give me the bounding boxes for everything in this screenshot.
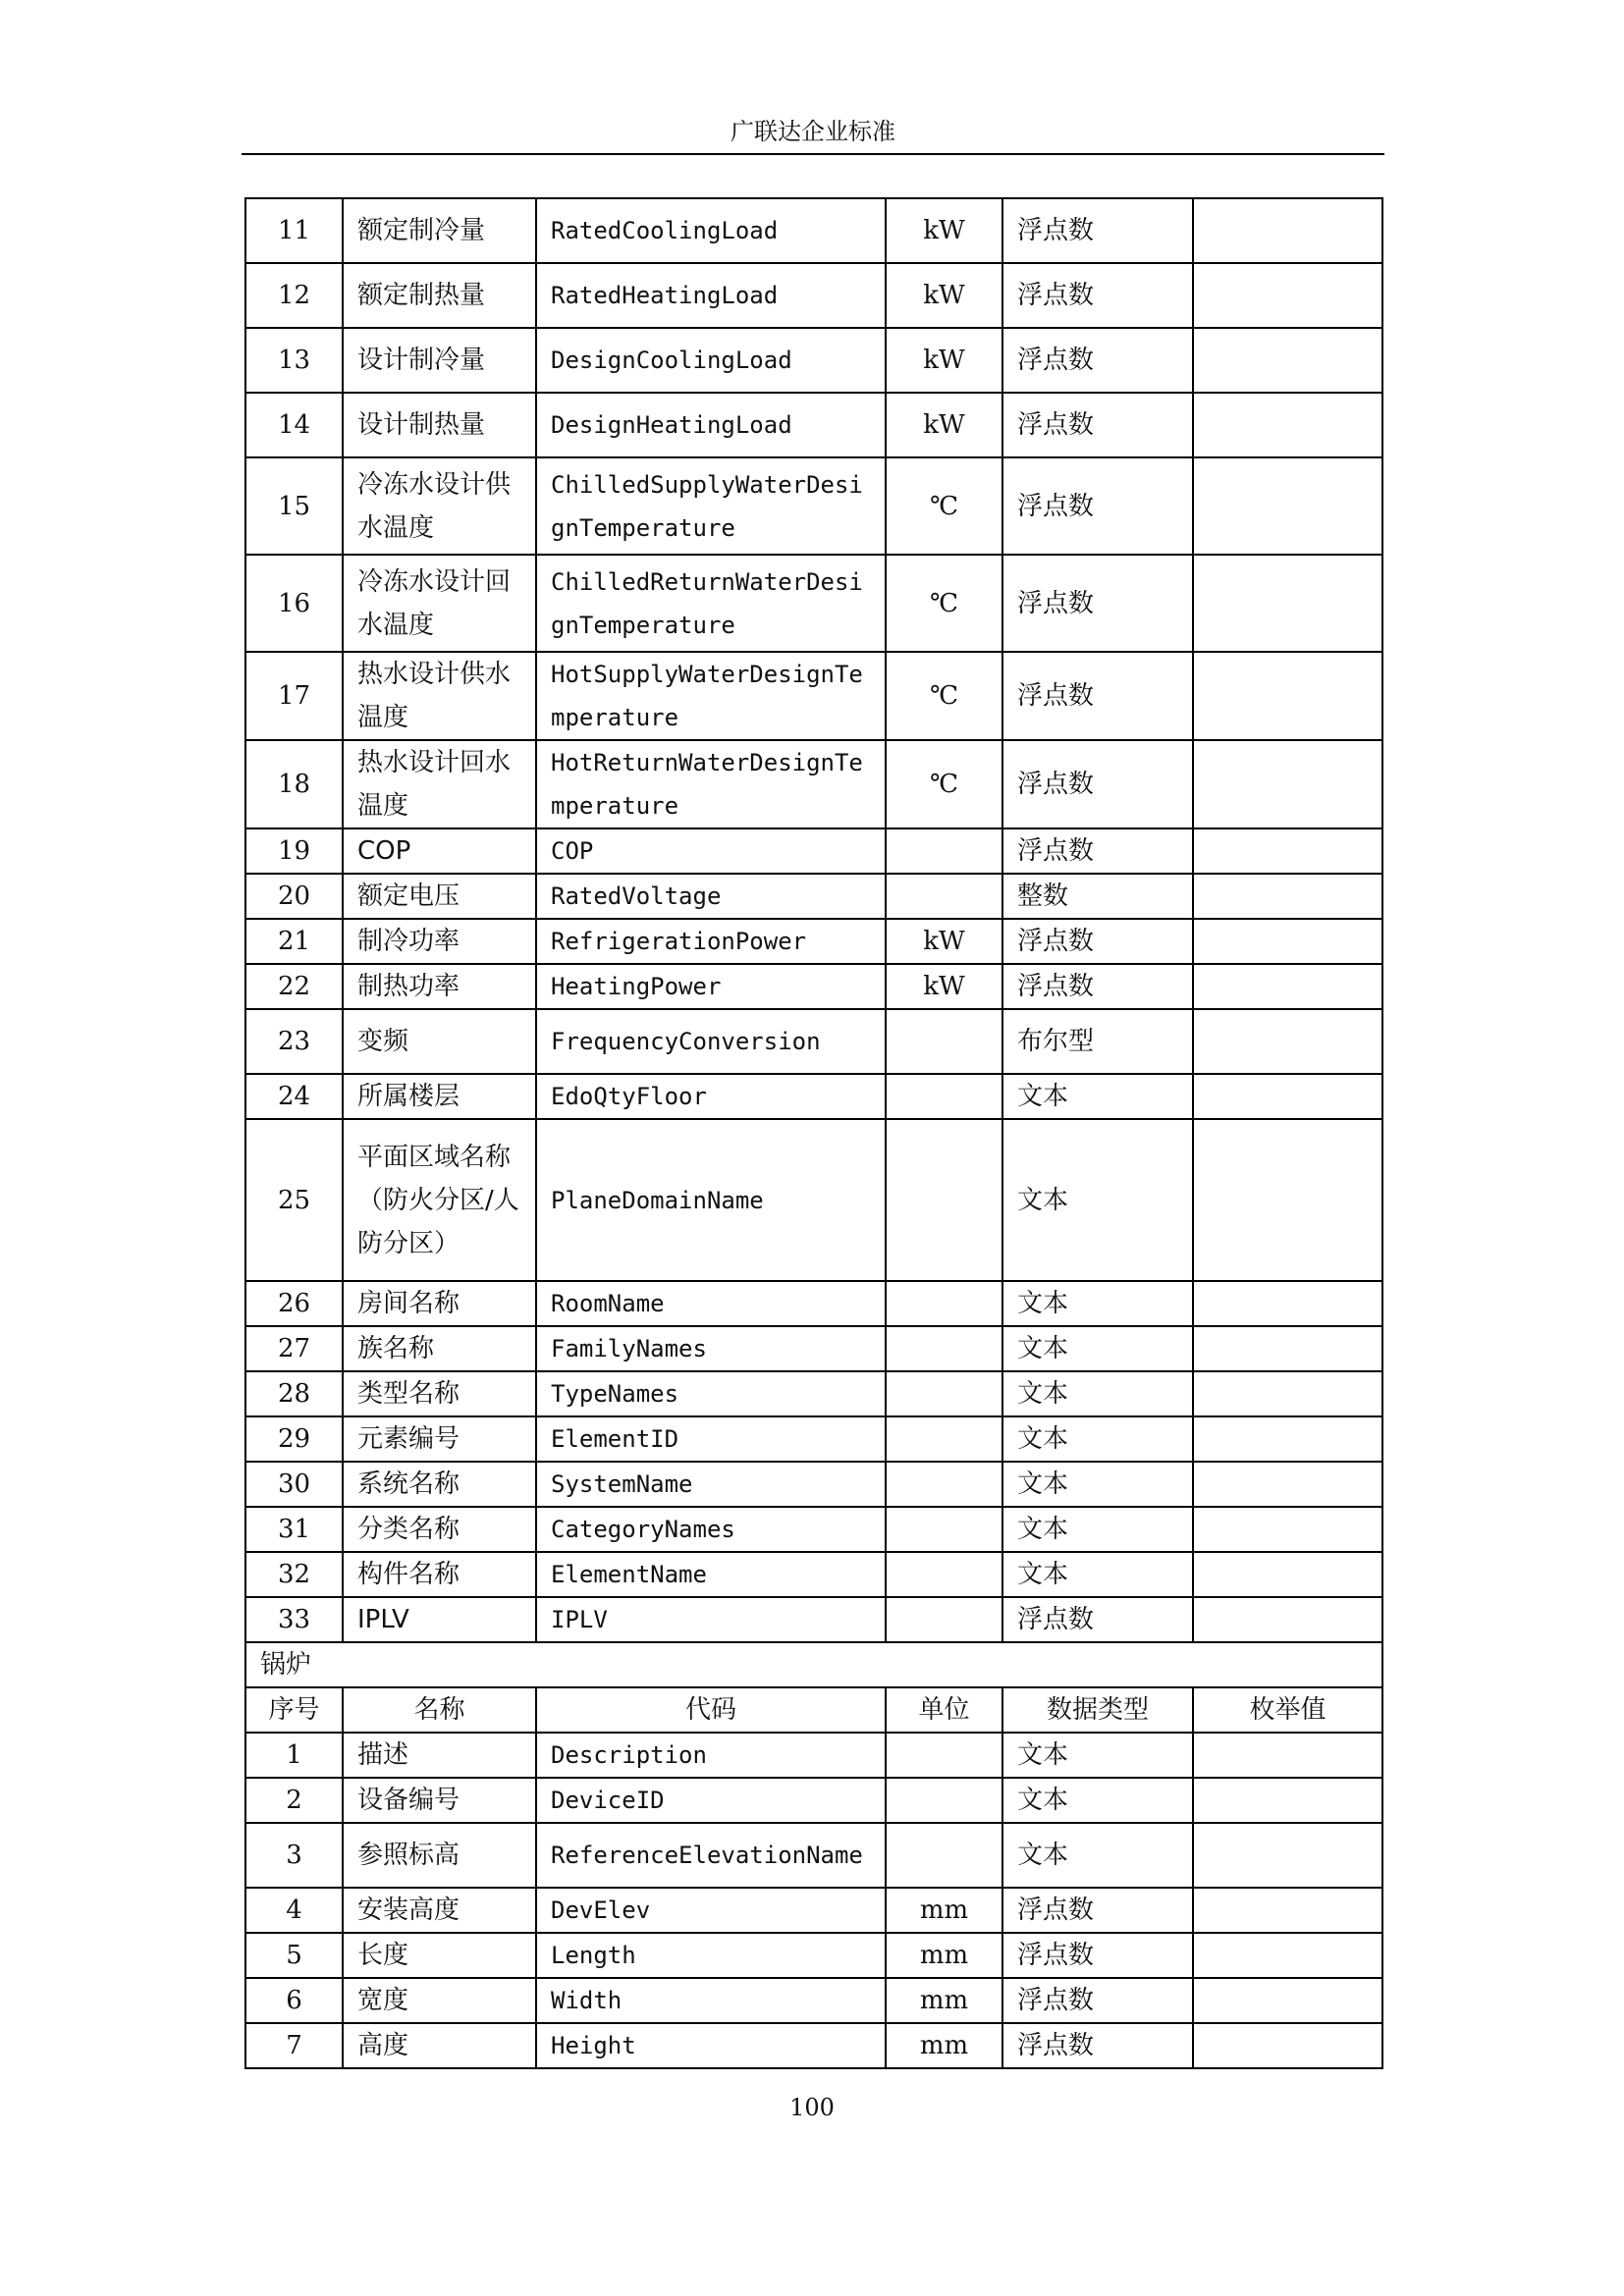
row-number: 27 xyxy=(245,1326,343,1371)
row-unit xyxy=(886,828,1002,874)
row-name: IPLV xyxy=(343,1597,536,1642)
row-data-type: 整数 xyxy=(1002,874,1193,919)
row-code: DeviceID xyxy=(536,1778,886,1823)
row-number: 23 xyxy=(245,1009,343,1074)
table-header-row xyxy=(245,1687,1382,1733)
row-number: 13 xyxy=(245,328,343,393)
row-data-type: 文本 xyxy=(1002,1326,1193,1371)
row-enum-value xyxy=(1193,919,1382,964)
row-unit: mm xyxy=(886,1933,1002,1978)
table-row xyxy=(245,328,1382,393)
row-name: 分类名称 xyxy=(343,1507,536,1552)
row-data-type: 文本 xyxy=(1002,1416,1193,1462)
row-unit xyxy=(886,1281,1002,1326)
table-row xyxy=(245,740,1382,828)
row-number: 11 xyxy=(245,198,343,263)
row-name: 设计制冷量 xyxy=(343,328,536,393)
table-row xyxy=(245,1462,1382,1507)
row-number: 6 xyxy=(245,1978,343,2023)
column-header: 单位 xyxy=(886,1687,1002,1733)
row-number: 30 xyxy=(245,1462,343,1507)
row-data-type: 文本 xyxy=(1002,1733,1193,1778)
table-row xyxy=(245,964,1382,1009)
row-data-type: 浮点数 xyxy=(1002,1888,1193,1933)
row-name: 所属楼层 xyxy=(343,1074,536,1119)
table-row xyxy=(245,1009,1382,1074)
row-name: COP xyxy=(343,828,536,874)
row-enum-value xyxy=(1193,1507,1382,1552)
row-enum-value xyxy=(1193,1281,1382,1326)
row-data-type: 浮点数 xyxy=(1002,263,1193,328)
table-row xyxy=(245,1281,1382,1326)
table-row xyxy=(245,1888,1382,1933)
row-name: 制冷功率 xyxy=(343,919,536,964)
row-code: ChilledReturnWaterDesignTemperature xyxy=(536,555,886,652)
row-enum-value xyxy=(1193,263,1382,328)
row-number: 19 xyxy=(245,828,343,874)
row-number: 5 xyxy=(245,1933,343,1978)
row-enum-value xyxy=(1193,1778,1382,1823)
row-number: 14 xyxy=(245,393,343,457)
row-unit: ℃ xyxy=(886,457,1002,555)
row-name: 设计制热量 xyxy=(343,393,536,457)
row-name: 房间名称 xyxy=(343,1281,536,1326)
row-unit: ℃ xyxy=(886,652,1002,740)
row-code: DesignCoolingLoad xyxy=(536,328,886,393)
row-number: 26 xyxy=(245,1281,343,1326)
row-unit xyxy=(886,1119,1002,1281)
row-unit: kW xyxy=(886,198,1002,263)
row-enum-value xyxy=(1193,1462,1382,1507)
table-row xyxy=(245,457,1382,555)
row-enum-value xyxy=(1193,1119,1382,1281)
row-number: 24 xyxy=(245,1074,343,1119)
row-unit: kW xyxy=(886,328,1002,393)
table-row xyxy=(245,2023,1382,2068)
row-enum-value xyxy=(1193,1371,1382,1416)
row-name: 冷冻水设计供水温度 xyxy=(343,457,536,555)
row-unit xyxy=(886,1009,1002,1074)
column-header: 枚举值 xyxy=(1193,1687,1382,1733)
row-unit xyxy=(886,874,1002,919)
page-number: 100 xyxy=(789,2094,835,2121)
header-title: 广联达企业标准 xyxy=(731,118,895,145)
row-data-type: 浮点数 xyxy=(1002,1933,1193,1978)
row-enum-value xyxy=(1193,964,1382,1009)
row-number: 3 xyxy=(245,1823,343,1888)
row-number: 32 xyxy=(245,1552,343,1597)
row-enum-value xyxy=(1193,652,1382,740)
row-number: 15 xyxy=(245,457,343,555)
table-row xyxy=(245,652,1382,740)
row-name: 系统名称 xyxy=(343,1462,536,1507)
row-number: 25 xyxy=(245,1119,343,1281)
row-code: CategoryNames xyxy=(536,1507,886,1552)
row-name: 热水设计回水温度 xyxy=(343,740,536,828)
row-data-type: 文本 xyxy=(1002,1507,1193,1552)
row-name: 制热功率 xyxy=(343,964,536,1009)
column-header: 名称 xyxy=(343,1687,536,1733)
row-enum-value xyxy=(1193,2023,1382,2068)
row-enum-value xyxy=(1193,740,1382,828)
row-unit: kW xyxy=(886,919,1002,964)
row-code: IPLV xyxy=(536,1597,886,1642)
row-code: Height xyxy=(536,2023,886,2068)
row-data-type: 浮点数 xyxy=(1002,828,1193,874)
row-code: RatedCoolingLoad xyxy=(536,198,886,263)
row-name: 额定电压 xyxy=(343,874,536,919)
row-data-type: 浮点数 xyxy=(1002,328,1193,393)
row-code: COP xyxy=(536,828,886,874)
row-code: FrequencyConversion xyxy=(536,1009,886,1074)
table-row xyxy=(245,1371,1382,1416)
row-number: 29 xyxy=(245,1416,343,1462)
row-code: RoomName xyxy=(536,1281,886,1326)
row-name: 高度 xyxy=(343,2023,536,2068)
row-code: RatedHeatingLoad xyxy=(536,263,886,328)
row-enum-value xyxy=(1193,1416,1382,1462)
table-row xyxy=(245,1119,1382,1281)
table-row xyxy=(245,919,1382,964)
table-row xyxy=(245,1778,1382,1823)
row-number: 28 xyxy=(245,1371,343,1416)
row-code: Length xyxy=(536,1933,886,1978)
row-data-type: 文本 xyxy=(1002,1462,1193,1507)
row-data-type: 文本 xyxy=(1002,1074,1193,1119)
row-code: PlaneDomainName xyxy=(536,1119,886,1281)
row-enum-value xyxy=(1193,1733,1382,1778)
table-row xyxy=(245,1416,1382,1462)
column-header: 数据类型 xyxy=(1002,1687,1193,1733)
row-enum-value xyxy=(1193,1074,1382,1119)
row-name: 描述 xyxy=(343,1733,536,1778)
row-enum-value xyxy=(1193,1009,1382,1074)
row-name: 平面区域名称（防火分区/人防分区） xyxy=(343,1119,536,1281)
table-row xyxy=(245,263,1382,328)
row-data-type: 浮点数 xyxy=(1002,740,1193,828)
row-number: 33 xyxy=(245,1597,343,1642)
row-unit: ℃ xyxy=(886,555,1002,652)
row-unit xyxy=(886,1074,1002,1119)
row-name: 安装高度 xyxy=(343,1888,536,1933)
row-number: 18 xyxy=(245,740,343,828)
table-row xyxy=(245,198,1382,263)
row-unit: ℃ xyxy=(886,740,1002,828)
row-data-type: 文本 xyxy=(1002,1552,1193,1597)
row-unit xyxy=(886,1733,1002,1778)
row-code: EdoQtyFloor xyxy=(536,1074,886,1119)
row-name: 热水设计供水温度 xyxy=(343,652,536,740)
row-code: RatedVoltage xyxy=(536,874,886,919)
table-row xyxy=(245,1733,1382,1778)
row-number: 20 xyxy=(245,874,343,919)
table-row xyxy=(245,393,1382,457)
row-unit: kW xyxy=(886,393,1002,457)
row-data-type: 浮点数 xyxy=(1002,555,1193,652)
row-code: HotReturnWaterDesignTemperature xyxy=(536,740,886,828)
row-enum-value xyxy=(1193,1888,1382,1933)
row-enum-value xyxy=(1193,1823,1382,1888)
row-number: 2 xyxy=(245,1778,343,1823)
row-code: DesignHeatingLoad xyxy=(536,393,886,457)
section-title: 锅炉 xyxy=(245,1642,1382,1687)
row-unit xyxy=(886,1778,1002,1823)
row-data-type: 浮点数 xyxy=(1002,1978,1193,2023)
row-enum-value xyxy=(1193,1326,1382,1371)
row-unit xyxy=(886,1371,1002,1416)
row-name: 元素编号 xyxy=(343,1416,536,1462)
row-number: 22 xyxy=(245,964,343,1009)
row-enum-value xyxy=(1193,328,1382,393)
row-number: 17 xyxy=(245,652,343,740)
row-data-type: 浮点数 xyxy=(1002,198,1193,263)
table-body-part2 xyxy=(245,1733,1382,2068)
section-boiler xyxy=(245,1642,1382,1733)
row-unit: mm xyxy=(886,1978,1002,2023)
row-name: 长度 xyxy=(343,1933,536,1978)
row-code: DevElev xyxy=(536,1888,886,1933)
row-code: HotSupplyWaterDesignTemperature xyxy=(536,652,886,740)
table-row xyxy=(245,1326,1382,1371)
row-data-type: 布尔型 xyxy=(1002,1009,1193,1074)
table-row xyxy=(245,1823,1382,1888)
row-unit xyxy=(886,1552,1002,1597)
row-code: ReferenceElevationName xyxy=(536,1823,886,1888)
row-unit: kW xyxy=(886,964,1002,1009)
row-enum-value xyxy=(1193,1933,1382,1978)
table-row xyxy=(245,555,1382,652)
row-code: ElementID xyxy=(536,1416,886,1462)
table-row xyxy=(245,874,1382,919)
row-enum-value xyxy=(1193,1978,1382,2023)
table-row xyxy=(245,1507,1382,1552)
row-data-type: 浮点数 xyxy=(1002,1597,1193,1642)
row-code: SystemName xyxy=(536,1462,886,1507)
row-enum-value xyxy=(1193,555,1382,652)
parameter-table xyxy=(244,197,1383,2069)
row-unit xyxy=(886,1326,1002,1371)
table-row xyxy=(245,1978,1382,2023)
row-code: RefrigerationPower xyxy=(536,919,886,964)
table-row xyxy=(245,828,1382,874)
row-number: 1 xyxy=(245,1733,343,1778)
row-unit xyxy=(886,1416,1002,1462)
row-enum-value xyxy=(1193,457,1382,555)
table-row xyxy=(245,1074,1382,1119)
row-code: ElementName xyxy=(536,1552,886,1597)
row-name: 额定制热量 xyxy=(343,263,536,328)
row-name: 参照标高 xyxy=(343,1823,536,1888)
row-code: HeatingPower xyxy=(536,964,886,1009)
row-enum-value xyxy=(1193,1597,1382,1642)
table-body-part1 xyxy=(245,198,1382,1642)
row-number: 16 xyxy=(245,555,343,652)
row-data-type: 浮点数 xyxy=(1002,964,1193,1009)
page-header xyxy=(242,110,1384,155)
row-enum-value xyxy=(1193,828,1382,874)
row-enum-value xyxy=(1193,198,1382,263)
row-unit xyxy=(886,1462,1002,1507)
column-header: 代码 xyxy=(536,1687,886,1733)
row-unit xyxy=(886,1823,1002,1888)
row-name: 宽度 xyxy=(343,1978,536,2023)
row-code: FamilyNames xyxy=(536,1326,886,1371)
row-data-type: 浮点数 xyxy=(1002,457,1193,555)
row-unit xyxy=(886,1507,1002,1552)
row-data-type: 文本 xyxy=(1002,1823,1193,1888)
table-row xyxy=(245,1597,1382,1642)
row-unit: mm xyxy=(886,2023,1002,2068)
table-row xyxy=(245,1552,1382,1597)
row-data-type: 文本 xyxy=(1002,1119,1193,1281)
row-data-type: 文本 xyxy=(1002,1778,1193,1823)
row-code: ChilledSupplyWaterDesignTemperature xyxy=(536,457,886,555)
row-number: 21 xyxy=(245,919,343,964)
row-data-type: 文本 xyxy=(1002,1371,1193,1416)
row-data-type: 文本 xyxy=(1002,1281,1193,1326)
row-name: 变频 xyxy=(343,1009,536,1074)
row-name: 族名称 xyxy=(343,1326,536,1371)
row-number: 7 xyxy=(245,2023,343,2068)
row-name: 构件名称 xyxy=(343,1552,536,1597)
row-name: 设备编号 xyxy=(343,1778,536,1823)
section-row xyxy=(245,1642,1382,1687)
row-data-type: 浮点数 xyxy=(1002,393,1193,457)
row-enum-value xyxy=(1193,1552,1382,1597)
row-data-type: 浮点数 xyxy=(1002,2023,1193,2068)
row-unit: mm xyxy=(886,1888,1002,1933)
row-unit: kW xyxy=(886,263,1002,328)
row-number: 4 xyxy=(245,1888,343,1933)
column-header: 序号 xyxy=(245,1687,343,1733)
row-code: TypeNames xyxy=(536,1371,886,1416)
row-data-type: 浮点数 xyxy=(1002,919,1193,964)
row-name: 额定制冷量 xyxy=(343,198,536,263)
row-number: 12 xyxy=(245,263,343,328)
row-enum-value xyxy=(1193,874,1382,919)
row-unit xyxy=(886,1597,1002,1642)
row-name: 类型名称 xyxy=(343,1371,536,1416)
row-code: Width xyxy=(536,1978,886,2023)
row-code: Description xyxy=(536,1733,886,1778)
row-enum-value xyxy=(1193,393,1382,457)
row-name: 冷冻水设计回水温度 xyxy=(343,555,536,652)
row-data-type: 浮点数 xyxy=(1002,652,1193,740)
table-row xyxy=(245,1933,1382,1978)
row-number: 31 xyxy=(245,1507,343,1552)
